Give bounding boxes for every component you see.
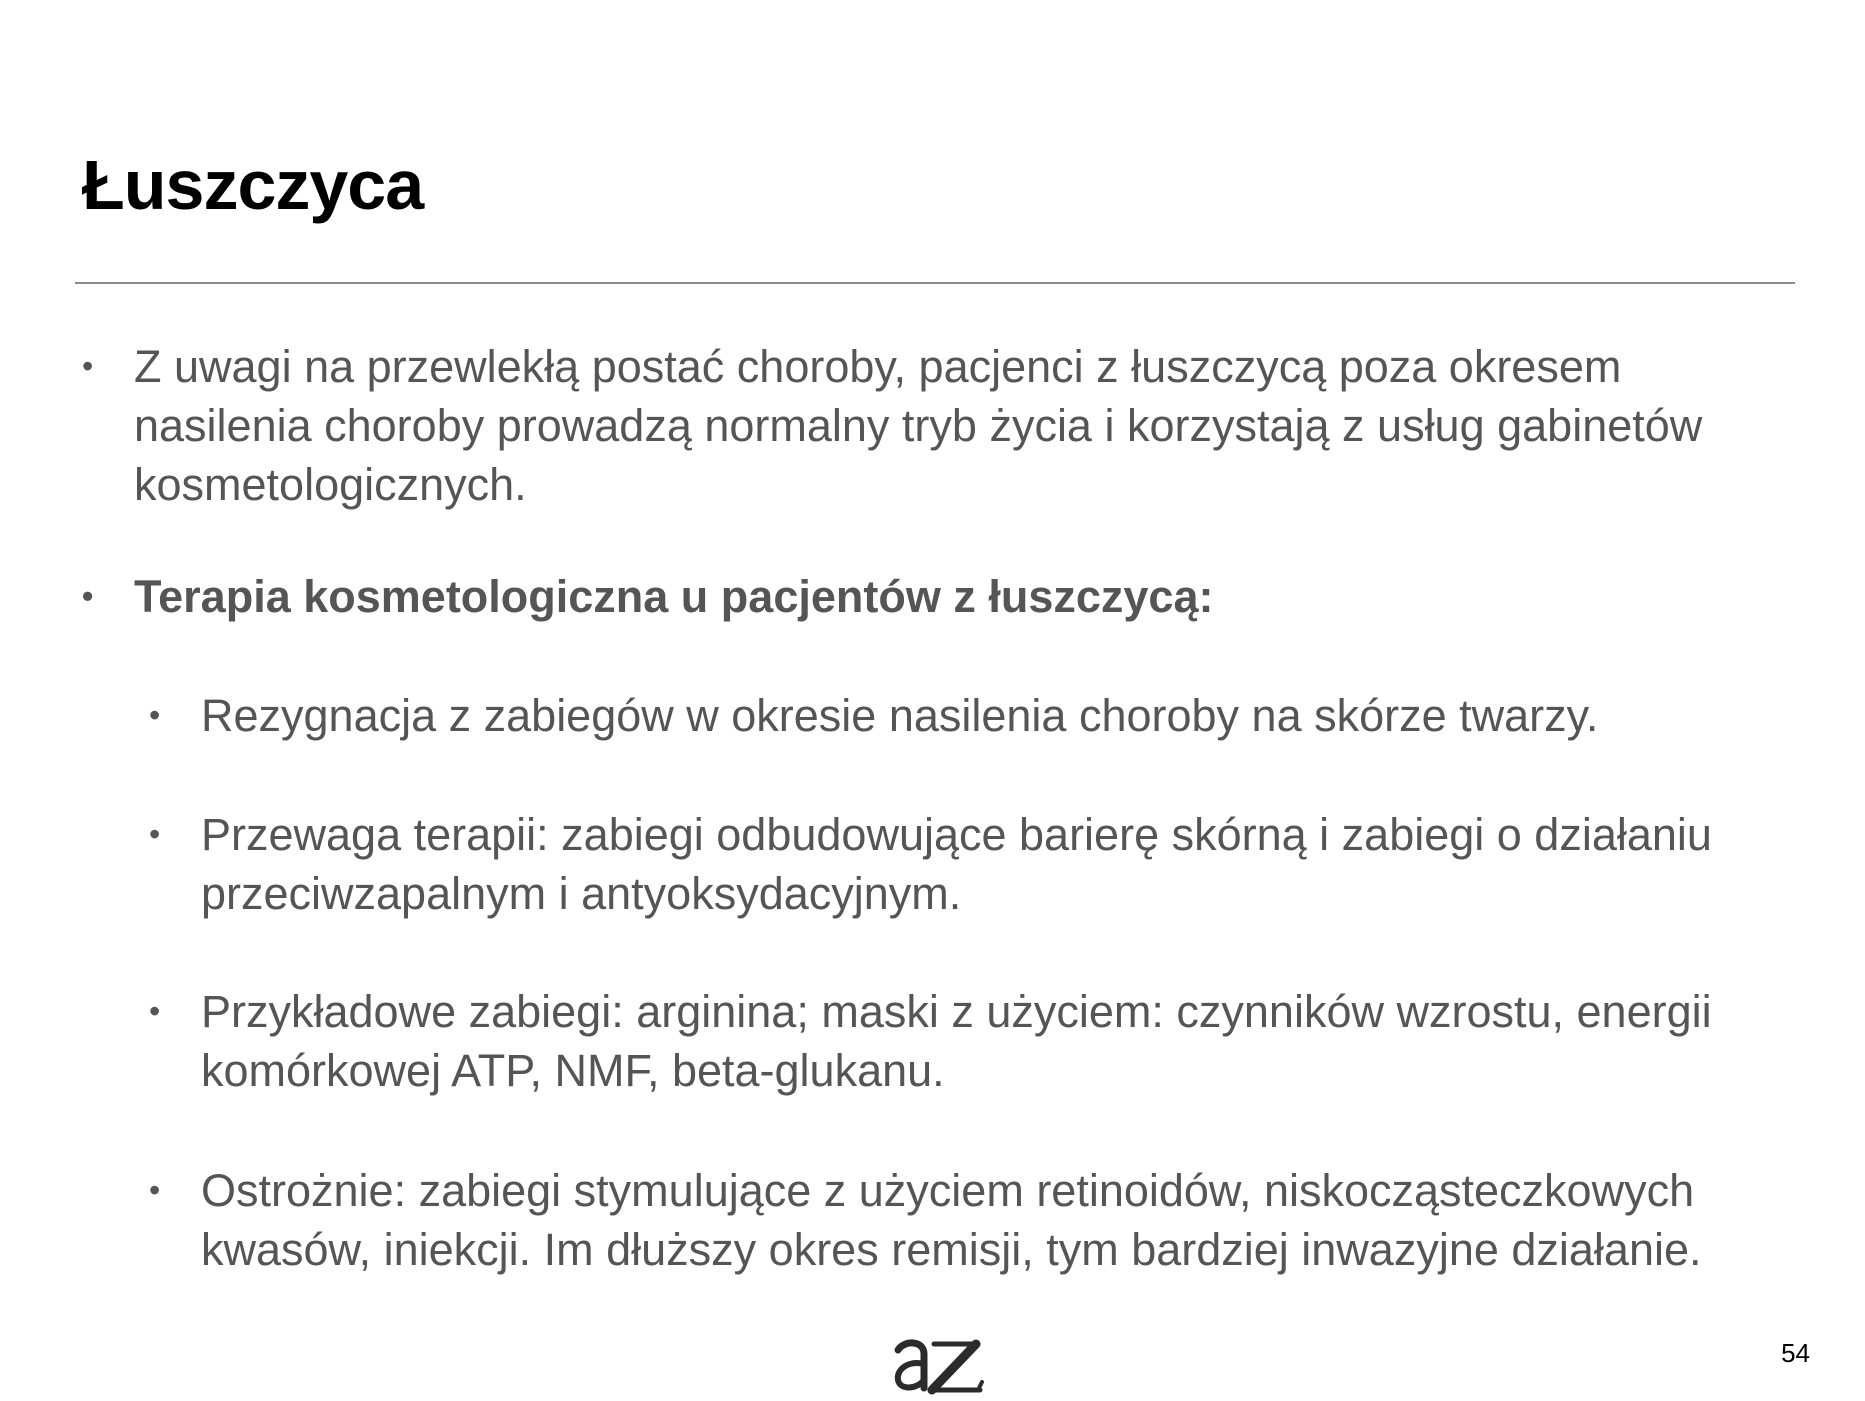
page-number: 54: [1781, 1338, 1810, 1368]
bullet-text: Przykładowe zabiegi: arginina; maski z użyciem: czynników wzrostu, energii komórkowej ATP, NMF, beta-glukanu.: [201, 986, 1712, 1096]
az-monogram-logo-icon: [890, 1330, 990, 1400]
bullet-dot-icon: •: [149, 993, 161, 1029]
slide-title: Łuszczyca: [82, 146, 424, 224]
sub-bullet-item: [149, 1161, 1801, 1279]
bullet-text: Z uwagi na przewlekłą postać choroby, pacjenci z łuszczycą poza okresem nasilenia choroby prowadzą normalny tryb życia i korzystają z usług gabinetów kosmetologicznych.: [134, 341, 1703, 510]
sub-bullet-item: [149, 805, 1801, 923]
bullet-dot-icon: •: [82, 578, 94, 614]
bullet-dot-icon: •: [149, 816, 161, 852]
bullet-text: Rezygnacja z zabiegów w okresie nasilenia choroby na skórze twarzy.: [201, 690, 1599, 741]
bullet-item: [82, 567, 1754, 626]
sub-bullet-item: [149, 686, 1801, 745]
title-divider: [75, 282, 1795, 284]
bullet-dot-icon: •: [149, 697, 161, 733]
bullet-text: Ostrożnie: zabiegi stymulujące z użyciem retinoidów, niskocząsteczkowych kwasów, iniekcji. Im dłuższy okres remisji, tym bardziej inwazyjne działanie.: [201, 1165, 1702, 1275]
bullet-text: Terapia kosmetologiczna u pacjentów z łuszczycą:: [134, 571, 1214, 622]
bullet-dot-icon: •: [149, 1172, 161, 1208]
bullet-item: [82, 337, 1754, 514]
bullet-dot-icon: •: [82, 348, 94, 384]
sub-bullet-item: [149, 982, 1801, 1100]
bullet-text: Przewaga terapii: zabiegi odbudowujące barierę skórną i zabiegi o działaniu przeciwzapalnym i antyoksydacyjnym.: [201, 809, 1712, 919]
